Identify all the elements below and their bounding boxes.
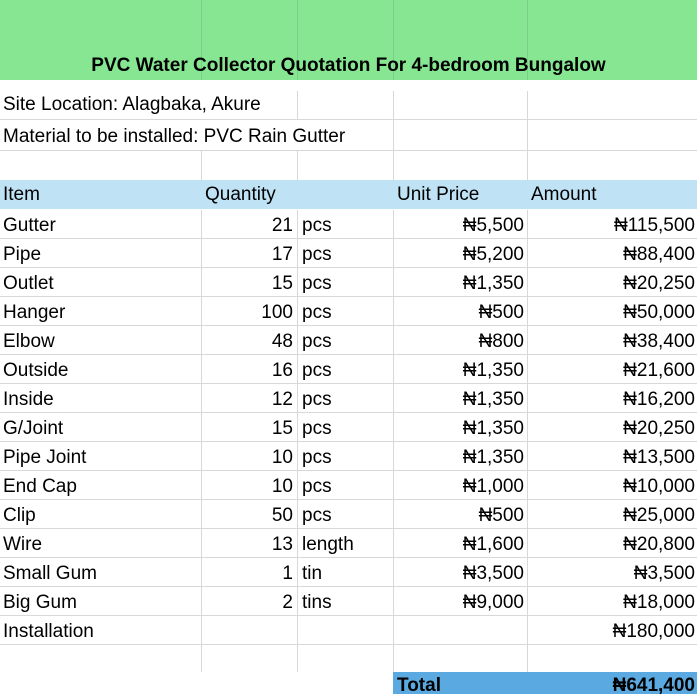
- quantity-cell[interactable]: [201, 616, 297, 644]
- amount-cell[interactable]: ₦25,000: [527, 500, 697, 528]
- material-row[interactable]: [0, 120, 697, 151]
- unit-price-cell[interactable]: ₦5,500: [393, 210, 527, 238]
- unit-cell[interactable]: tins: [297, 587, 393, 615]
- item-cell[interactable]: Elbow: [3, 331, 55, 352]
- unit-cell[interactable]: pcs: [297, 355, 393, 383]
- quantity-cell[interactable]: 15: [201, 268, 297, 296]
- unit-price-cell[interactable]: ₦1,350: [393, 268, 527, 296]
- unit-price-cell[interactable]: ₦1,600: [393, 529, 527, 557]
- unit-cell[interactable]: pcs: [297, 500, 393, 528]
- quantity-cell[interactable]: 16: [201, 355, 297, 383]
- unit-cell[interactable]: pcs: [297, 239, 393, 267]
- material-cell[interactable]: Material to be installed: PVC Rain Gutter: [3, 126, 346, 147]
- table-row[interactable]: [0, 616, 697, 645]
- total-label[interactable]: Total: [397, 675, 441, 696]
- table-row[interactable]: [0, 587, 697, 616]
- unit-cell[interactable]: tin: [297, 558, 393, 586]
- unit-cell[interactable]: pcs: [297, 326, 393, 354]
- unit-cell[interactable]: pcs: [297, 413, 393, 441]
- quotation-title[interactable]: PVC Water Collector Quotation For 4-bedroom Bungalow: [91, 55, 606, 76]
- unit-cell[interactable]: pcs: [297, 210, 393, 238]
- item-cell[interactable]: Pipe Joint: [3, 447, 87, 468]
- item-cell[interactable]: Outside: [3, 360, 69, 381]
- amount-cell[interactable]: ₦13,500: [527, 442, 697, 470]
- item-cell[interactable]: Gutter: [3, 215, 56, 236]
- table-row[interactable]: [0, 326, 697, 355]
- unit-price-cell[interactable]: ₦1,350: [393, 413, 527, 441]
- quantity-cell[interactable]: 13: [201, 529, 297, 557]
- quantity-cell[interactable]: 15: [201, 413, 297, 441]
- amount-cell[interactable]: ₦20,250: [527, 268, 697, 296]
- table-row[interactable]: [0, 210, 697, 239]
- table-row[interactable]: [0, 413, 697, 442]
- unit-price-cell[interactable]: ₦1,350: [393, 384, 527, 412]
- quantity-cell[interactable]: 1: [201, 558, 297, 586]
- unit-price-cell[interactable]: ₦800: [393, 326, 527, 354]
- unit-price-cell[interactable]: [393, 616, 527, 644]
- blank-row[interactable]: [0, 151, 697, 180]
- quantity-cell[interactable]: 48: [201, 326, 297, 354]
- unit-cell[interactable]: pcs: [297, 471, 393, 499]
- header-amount[interactable]: Amount: [531, 184, 597, 205]
- quantity-cell[interactable]: 21: [201, 210, 297, 238]
- amount-cell[interactable]: ₦21,600: [527, 355, 697, 383]
- table-header-row: [0, 180, 697, 209]
- header-unit-price[interactable]: Unit Price: [397, 184, 480, 205]
- amount-cell[interactable]: ₦20,250: [527, 413, 697, 441]
- table-row[interactable]: [0, 558, 697, 587]
- unit-price-cell[interactable]: ₦9,000: [393, 587, 527, 615]
- item-cell[interactable]: Hanger: [3, 302, 66, 323]
- quantity-cell[interactable]: 17: [201, 239, 297, 267]
- quantity-cell[interactable]: 10: [201, 442, 297, 470]
- amount-cell[interactable]: ₦115,500: [527, 210, 697, 238]
- table-row[interactable]: [0, 239, 697, 268]
- unit-cell[interactable]: [297, 616, 393, 644]
- header-quantity[interactable]: Quantity: [205, 184, 276, 205]
- unit-cell[interactable]: pcs: [297, 297, 393, 325]
- unit-price-cell[interactable]: ₦1,000: [393, 471, 527, 499]
- quantity-cell[interactable]: 50: [201, 500, 297, 528]
- unit-price-cell[interactable]: ₦1,350: [393, 355, 527, 383]
- unit-cell[interactable]: pcs: [297, 442, 393, 470]
- amount-cell[interactable]: ₦18,000: [527, 587, 697, 615]
- item-cell[interactable]: End Cap: [3, 476, 77, 497]
- unit-price-cell[interactable]: ₦500: [393, 500, 527, 528]
- site-location-row[interactable]: [0, 91, 697, 120]
- table-row[interactable]: [0, 355, 697, 384]
- unit-cell[interactable]: pcs: [297, 268, 393, 296]
- total-amount[interactable]: ₦641,400: [612, 675, 695, 696]
- unit-cell[interactable]: pcs: [297, 384, 393, 412]
- item-cell[interactable]: Wire: [3, 534, 43, 555]
- amount-cell[interactable]: ₦10,000: [527, 471, 697, 499]
- quantity-cell[interactable]: 10: [201, 471, 297, 499]
- unit-cell[interactable]: length: [297, 529, 393, 557]
- table-row[interactable]: [0, 471, 697, 500]
- unit-price-cell[interactable]: ₦500: [393, 297, 527, 325]
- total-row[interactable]: [393, 672, 697, 694]
- item-cell[interactable]: G/Joint: [3, 418, 64, 439]
- site-location-cell[interactable]: Site Location: Alagbaka, Akure: [3, 94, 261, 115]
- item-cell[interactable]: Pipe: [3, 244, 42, 265]
- item-cell[interactable]: Outlet: [3, 273, 54, 294]
- table-row[interactable]: [0, 384, 697, 413]
- item-cell[interactable]: Big Gum: [3, 592, 77, 613]
- amount-cell[interactable]: ₦38,400: [527, 326, 697, 354]
- table-row[interactable]: [0, 268, 697, 297]
- item-cell[interactable]: Inside: [3, 389, 54, 410]
- blank-row[interactable]: [0, 645, 697, 672]
- unit-price-cell[interactable]: ₦1,350: [393, 442, 527, 470]
- amount-cell[interactable]: ₦3,500: [527, 558, 697, 586]
- table-row[interactable]: [0, 529, 697, 558]
- unit-price-cell[interactable]: ₦5,200: [393, 239, 527, 267]
- quantity-cell[interactable]: 2: [201, 587, 297, 615]
- unit-price-cell[interactable]: ₦3,500: [393, 558, 527, 586]
- table-row[interactable]: [0, 500, 697, 529]
- amount-cell[interactable]: ₦180,000: [527, 616, 697, 644]
- item-cell[interactable]: Clip: [3, 505, 36, 526]
- quantity-cell[interactable]: 100: [201, 297, 297, 325]
- amount-cell[interactable]: ₦50,000: [527, 297, 697, 325]
- table-row[interactable]: [0, 442, 697, 471]
- header-item[interactable]: Item: [3, 184, 40, 205]
- table-row[interactable]: [0, 297, 697, 326]
- item-cell[interactable]: Installation: [3, 621, 94, 642]
- amount-cell[interactable]: ₦88,400: [527, 239, 697, 267]
- item-cell[interactable]: Small Gum: [3, 563, 97, 584]
- quantity-cell[interactable]: 12: [201, 384, 297, 412]
- amount-cell[interactable]: ₦16,200: [527, 384, 697, 412]
- amount-cell[interactable]: ₦20,800: [527, 529, 697, 557]
